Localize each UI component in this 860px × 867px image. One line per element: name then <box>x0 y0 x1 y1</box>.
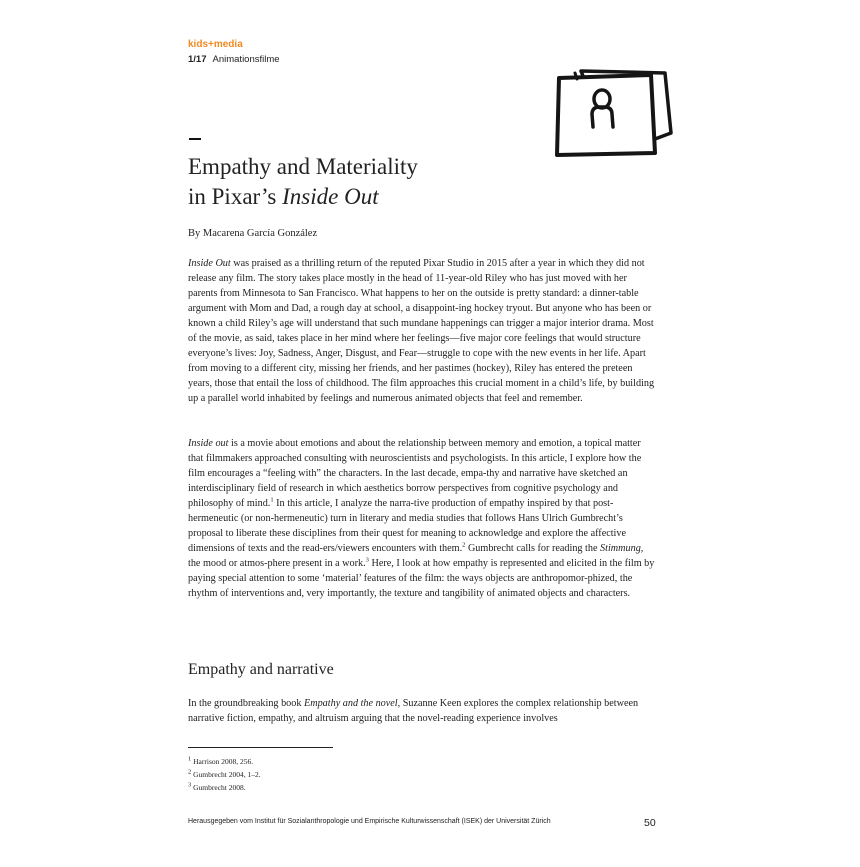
footnote-num: 2 <box>188 768 192 776</box>
article-title <box>188 152 418 212</box>
footnote-3 <box>188 783 246 792</box>
paragraph-3 <box>188 696 658 726</box>
footnote-ref-2[interactable]: 2 <box>462 541 466 549</box>
issue-line <box>188 54 280 65</box>
p2-italic-stimmung: Stimmung, <box>600 543 644 555</box>
p3-italic: Empathy and the novel <box>304 698 398 709</box>
byline: By Macarena García González <box>188 228 318 239</box>
p2-text-a: is a movie about emotions and about the relationship between memory and emotion, a topical matter that filmmakers approached consulting with neuroscientists and psychologists. In this article, I explore how the film encourages a “feeling with” the characters. In the last decade, empa-thy and narrative have sketched an interdisciplinary field of research in which aesthetics borrow perspectives from cognitive psychology and philosophy of mind. <box>188 438 642 510</box>
p3-text-b: , Suzanne Keen explores the complex relationship between narrative fiction, empathy, and altruism arguing that the novel-reading experience involves <box>188 698 639 725</box>
p1-text: was praised as a thrilling return of the reputed Pixar Studio in 2015 after a year in which they did not release any film. The story takes place mostly in the head of 11-year-old Riley who has just moved with her parents from Minnesota to San Francisco. What happens to her on the outside is pretty standard: a dinner-table argument with Mom and Dad, a rough day at school, a disappoint-ing hockey tryout. But anyone who has been or known a child Riley’s age will understand that such mundane happenings can trigger a major interior drama. Most of the movie, as said, takes place in her mind where her feelings—five major core feelings that would structure everyone’s lives: Joy, Sadness, Anger, Disgust, and Fear—struggle to cope with the new events in her life. Apart from moving to a different city, missing her friends, and her pastimes (hockey), Riley has entered the preteen years, those that entail the loss of childhood. The film approaches this crucial moment in a child’s life, by building up a parallel world inhabited by feelings and numerous animated objects that feel and remember. <box>188 258 655 405</box>
footnote-ref-3[interactable]: 3 <box>365 556 369 564</box>
p3-text-a: In the groundbreaking book <box>188 698 304 709</box>
issue-title: Animationsfilme <box>212 54 280 65</box>
title-line-1: Empathy and Materiality <box>188 154 418 179</box>
p2-text-e: Here, I look at how empathy is represented and elicited in the film by paying special attention to some ‘material’ features of the film: the ways objects are anthropomor-phized, the rhythm of interventions and, very importantly, the texture and tangibility of animated objects and characters. <box>188 558 655 600</box>
p2-text-c: Gumbrecht calls for reading the <box>465 543 601 555</box>
title-dash <box>189 138 201 140</box>
p2-italic: Inside out <box>188 438 229 449</box>
title-line-2-prefix: in Pixar’s <box>188 184 283 209</box>
footnote-1 <box>188 757 253 766</box>
footnote-2 <box>188 770 261 779</box>
footnote-ref-1[interactable]: 1 <box>270 496 274 504</box>
footnote-text: Gumbrecht 2004, 1–2. <box>193 770 261 779</box>
footnote-num: 1 <box>188 755 192 763</box>
photo-frames-person-icon <box>553 69 675 161</box>
p2-text-d: the mood or atmos-phere present in a work. <box>188 558 366 570</box>
issue-number: 1/17 <box>188 54 207 65</box>
footnote-num: 3 <box>188 781 192 789</box>
footnote-text: Harrison 2008, 256. <box>193 757 254 766</box>
title-line-2-italic: Inside Out <box>282 184 379 209</box>
paragraph-1 <box>188 256 658 406</box>
p2-text-b: In this article, I analyze the narra-tive production of empathy inspired by that post-hermeneutic (or non-hermeneutic) turn in literary and media studies that follows Hans Ulrich Gumbrecht’s proposal to liberate these disciplines from their quest for meaning to acknowledge and explore the affective dimensions of texts and the read-ers/viewers encounters with them. <box>188 498 627 555</box>
p1-italic: Inside Out <box>188 258 231 269</box>
footnote-divider <box>188 747 333 748</box>
section-heading: Empathy and narrative <box>188 661 334 678</box>
page-number: 50 <box>644 817 656 829</box>
paragraph-2 <box>188 436 658 602</box>
publisher-footer: Herausgegeben vom Institut für Sozialanthropologie und Empirische Kulturwissenschaft (ISEK) der Universität Zürich <box>188 818 551 825</box>
journal-brand: kids+media <box>188 39 243 50</box>
footnote-text: Gumbrecht 2008. <box>193 783 246 792</box>
